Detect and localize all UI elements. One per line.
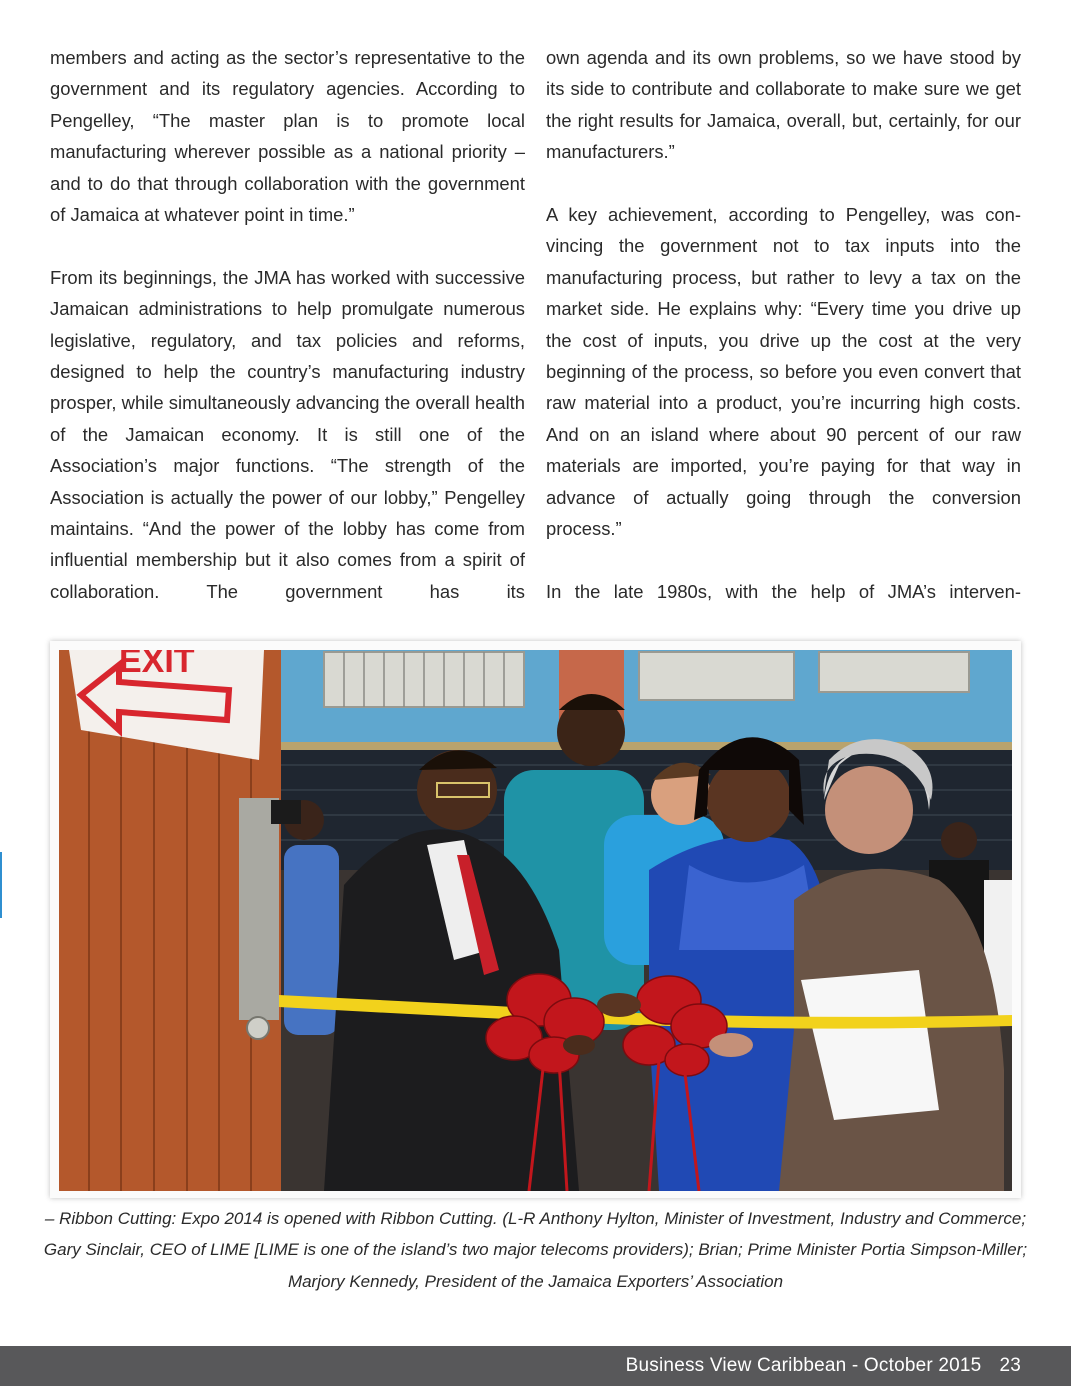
- article-column-left: [50, 42, 525, 607]
- paragraph: In the late 1980s, with the help of JMA’s interven-: [546, 580, 1021, 602]
- paragraph: From its beginnings, the JMA has worked with successive Jamaican administrations to help promulgate numerous legislative, regulatory, and tax policies and reforms, designed to help the country’s manufacturing industry prosper, while simultaneously advancing the overall health of the Jamaican economy. It is still one of the Association’s major functions. “The strength of the Association is actually the power of our lobby,” Pengelley maintains. “And the power of the lobby has come from influential membership but it also comes from a spirit of collaboration. The government has its: [50, 266, 525, 602]
- paragraph: members and acting as the sector’s representative to the government and its regulatory agencies. According to Pengelley, “The master plan is to promote local manufacturing wherever possible as a national priority – and to do that through collaboration with the government of Jamaica at whatever point in time.”: [50, 47, 525, 226]
- publication-title: Business View Caribbean - October 2015: [625, 1355, 982, 1376]
- exit-sign-text: EXIT: [119, 650, 195, 680]
- footer-text: [626, 1355, 1021, 1377]
- page-footer: [0, 1346, 1071, 1386]
- article-column-right: [546, 42, 1021, 607]
- ribbon-cutting-photo: [59, 650, 1012, 1191]
- page-number: 23: [999, 1355, 1021, 1376]
- article-body: [50, 42, 1021, 617]
- page-edge-marker: [0, 852, 2, 918]
- paragraph: A key achievement, according to Pengelley, was convincing the government not to tax inputs into the manufacturing process, but rather to levy a tax on the market side. He explains why: “Every time you drive up the cost of inputs, you drive up the cost at the very beginning of the process, so before you even convert that raw material into a product, you’re incurring high costs. And on an island where about 90 percent of our raw materials are imported, you’re paying for that way in advance of actually going through the conversion process.”: [546, 204, 1021, 540]
- paragraph: own agenda and its own problems, so we have stood by its side to contribute and collaborate to make sure we get the right results for Jamaica, overall, but, certainly, for our manufacturers.”: [546, 47, 1021, 163]
- photo-caption: – Ribbon Cutting: Expo 2014 is opened with Ribbon Cutting. (L-R Anthony Hylton, Minister of Investment, Industry and Commerce; Gary Sinclair, CEO of LIME [LIME is one of the island’s two major telecoms providers); Brian; Prime Minister Portia Simpson-Miller; Marjory Kennedy, President of the Jamaica Exporters’ Association: [43, 1209, 1028, 1291]
- photo-frame: [50, 641, 1021, 1198]
